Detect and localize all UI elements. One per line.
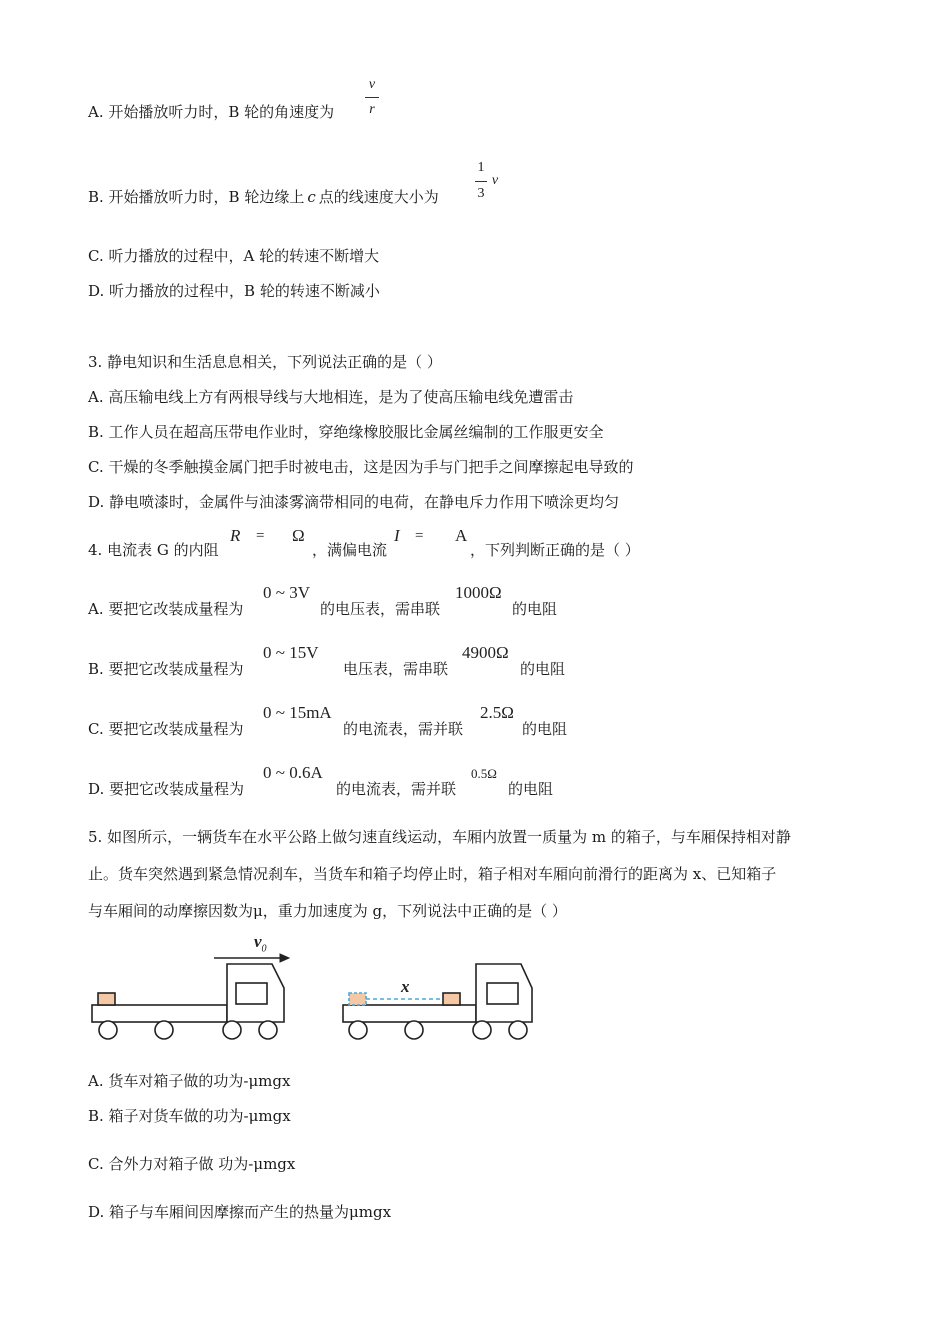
q4-stem-end: ，下列判断正确的是（ ）	[470, 541, 640, 559]
truck-right	[343, 964, 532, 1039]
q4-option-b-resistance: 4900Ω	[462, 643, 509, 662]
cargo-box-end	[443, 993, 460, 1005]
q4-option-b-mid: 电压表，需串联	[343, 660, 449, 678]
q5-stem-line-3: 与车厢间的动摩擦因数为μ，重力加速度为 g，下列说法中正确的是（ ）	[88, 902, 567, 920]
cargo-box-start	[349, 993, 366, 1005]
q3-option-a[interactable]: A. 高压输电线上方有两根导线与大地相连，是为了使高压输电线免遭雷击	[88, 388, 574, 406]
q5-option-a[interactable]: A. 货车对箱子做的功为-μmgx	[88, 1072, 291, 1090]
displacement-label: x	[401, 977, 410, 996]
cargo-box	[98, 993, 115, 1005]
wheel	[223, 1021, 241, 1039]
q4-option-d-mid: 的电流表，需并联	[336, 780, 457, 798]
q4-option-d[interactable]: D. 要把它改装成量程为	[88, 780, 245, 798]
q5-option-c[interactable]: C. 合外力对箱子做 功为-μmgx	[88, 1155, 296, 1173]
q3-option-d[interactable]: D. 静电喷漆时，金属件与油漆雾滴带相同的电荷，在静电斥力作用下喷涂更均匀	[88, 493, 620, 511]
velocity-arrowhead	[280, 954, 289, 962]
q4-option-b-end: 的电阻	[520, 660, 566, 678]
q4-option-a-end: 的电阻	[512, 600, 558, 618]
q4-option-b-range: 0 ~ 15V	[263, 643, 319, 662]
wheel	[99, 1021, 117, 1039]
wheel	[349, 1021, 367, 1039]
q2-option-a[interactable]: A. 开始播放听力时，B 轮的角速度为	[88, 103, 335, 121]
q4-option-a-range: 0 ~ 3V	[263, 583, 310, 602]
q4-option-c[interactable]: C. 要把它改装成量程为	[88, 720, 244, 738]
q4-option-c-end: 的电阻	[522, 720, 568, 738]
q4-option-d-range: 0 ~ 0.6A	[263, 763, 323, 782]
wheel	[259, 1021, 277, 1039]
wheel	[155, 1021, 173, 1039]
wheel	[405, 1021, 423, 1039]
wheel	[509, 1021, 527, 1039]
q5-option-d[interactable]: D. 箱子与车厢间因摩擦而产生的热量为μmgx	[88, 1203, 392, 1221]
q2-option-b[interactable]: B. 开始播放听力时，B 轮边缘上 c 点的线速度大小为	[88, 188, 439, 206]
q2-option-c[interactable]: C. 听力播放的过程中，A 轮的转速不断增大	[88, 247, 380, 265]
q5-stem-line-1: 5. 如图所示，一辆货车在水平公路上做匀速直线运动，车厢内放置一质量为 m 的箱子，与车厢保持相对静	[88, 828, 791, 846]
q4-stem: 4. 电流表 G 的内阻	[88, 541, 219, 559]
q4-option-a-mid: 的电压表，需串联	[320, 600, 441, 618]
q4-option-b[interactable]: B. 要把它改装成量程为	[88, 660, 244, 678]
q3-option-b[interactable]: B. 工作人员在超高压带电作业时，穿绝缘橡胶服比金属丝编制的工作服更安全	[88, 423, 604, 441]
q5-stem-line-2: 止。货车突然遇到紧急情况刹车，当货车和箱子均停止时，箱子相对车厢向前滑行的距离为 x、已知箱子	[88, 865, 777, 883]
wheel	[473, 1021, 491, 1039]
q4-stem-mid: ，满偏电流	[312, 541, 388, 559]
q2-option-d[interactable]: D. 听力播放的过程中，B 轮的转速不断减小	[88, 282, 380, 300]
velocity-label: $v_0$	[254, 932, 267, 955]
q4-option-d-end: 的电阻	[508, 780, 554, 798]
truck-left	[92, 954, 289, 1039]
truck-bed	[343, 1005, 476, 1022]
cab-window	[236, 983, 267, 1004]
q4-option-c-range: 0 ~ 15mA	[263, 703, 332, 722]
q4-option-c-mid: 的电流表，需并联	[343, 720, 464, 738]
q3-stem: 3. 静电知识和生活息息相关，下列说法正确的是（ ）	[88, 353, 442, 371]
q3-option-c[interactable]: C. 干燥的冬季触摸金属门把手时被电击，这是因为手与门把手之间摩擦起电导致的	[88, 458, 634, 476]
q5-option-b[interactable]: B. 箱子对货车做的功为-μmgx	[88, 1107, 291, 1125]
cab-window	[487, 983, 518, 1004]
q4-option-d-resistance: 0.5Ω	[471, 766, 497, 781]
q4-option-c-resistance: 2.5Ω	[480, 703, 514, 722]
truck-bed	[92, 1005, 227, 1022]
q4-option-a-resistance: 1000Ω	[455, 583, 502, 602]
q4-option-a[interactable]: A. 要把它改装成量程为	[88, 600, 244, 618]
